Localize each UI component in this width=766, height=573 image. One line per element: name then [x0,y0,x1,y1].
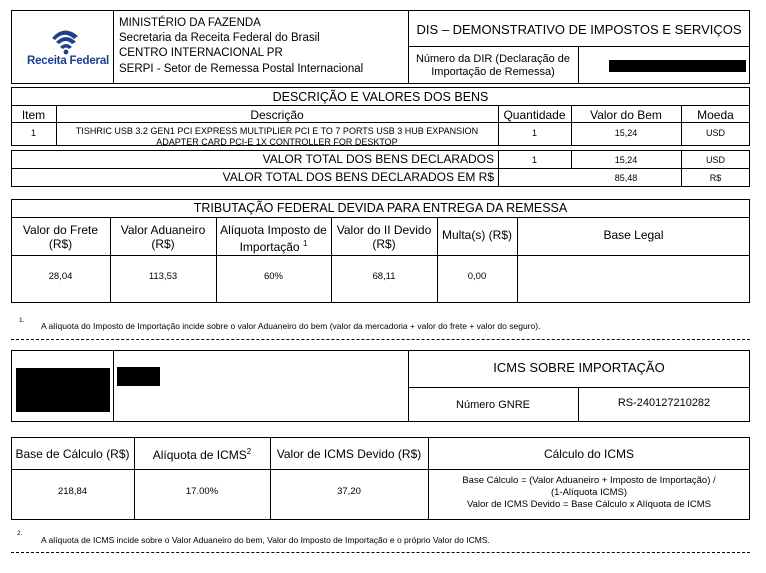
col-icms-calc: Cálculo do ICMS [543,447,635,461]
logo-text: Receita Federal [27,55,110,67]
col-icms-rate [134,447,270,462]
redacted-header-text [117,367,160,386]
col-quantity: Quantidade [503,108,566,122]
col-import-rate [216,223,331,254]
total-currency: USD [705,155,725,165]
dir-label [408,53,578,79]
divider [11,339,750,340]
col-icms-rate-label: Alíquota de ICMS [152,448,247,462]
freight-value: 28,04 [48,271,73,282]
row-item: 1 [30,128,36,138]
table-row [11,123,750,145]
row-value: 15,24 [614,128,638,138]
divider [11,552,750,553]
icms-base-value: 218,84 [57,486,88,497]
col-legal-basis: Base Legal [603,228,664,242]
org-line-secretariat: Secretaria da Receita Federal do Brasil [119,32,320,44]
footnote-2-number: 2. [17,530,23,537]
col-icms-due: Valor de ICMS Devido (R$) [276,447,422,461]
org-line-sector: SERPI - Setor de Remessa Postal Internacional [119,63,364,75]
goods-title: DESCRIÇÃO E VALORES DOS BENS [272,90,489,104]
total-value: 15,24 [614,155,638,165]
icms-calc-line-2: (1-Alíquota ICMS) [550,487,628,498]
col-rate-line-2: Importação [239,240,300,254]
col-fines: Multa(s) (R$) [441,228,512,242]
total-quantity: 1 [531,155,537,165]
icms-rate-value: 17.00% [185,486,219,497]
org-line-ministry: MINISTÉRIO DA FAZENDA [119,17,261,29]
row-currency: USD [705,128,725,138]
total-brl-label: VALOR TOTAL DOS BENS DECLARADOS EM R$ [222,170,494,184]
col-customs-line-1: Valor Aduaneiro [120,223,206,237]
icms-due-value: 37,20 [337,486,361,497]
row-description-line-1: TISHRIC USB 3.2 GEN1 PCI EXPRESS MULTIPLIER PCI E TO 7 PORTS USB 3 HUB EXPANSION [75,126,479,136]
document-title: DIS – DEMONSTRATIVO DE IMPOSTOS E SERVIÇOS [416,22,742,37]
col-rate-line-1: Alíquota Imposto de [220,223,327,237]
col-ii-line-1: Valor do II Devido [336,223,432,237]
col-item: Item [21,108,46,122]
total-brl-value: 85,48 [614,173,638,183]
icms-calc-text [428,475,750,511]
col-ii-line-2: (R$) [372,237,396,251]
footnote-2-text: A alíquota de ICMS incide sobre o Valor Aduaneiro do bem, Valor do Imposto de Importação e o próprio Valor do ICMS. [41,535,490,545]
footnote-1-number: 1. [19,317,25,324]
col-freight-line-1: Valor do Frete [22,223,99,237]
gnre-label: Número GNRE [456,399,530,411]
dir-label-line-1: Número da DIR (Declaração de [415,53,571,65]
icms-calc-line-1: Base Cálculo = (Valor Aduaneiro + Imposto de Importação) / [462,475,716,486]
col-ii-due [331,223,437,251]
col-value: Valor do Bem [590,108,662,122]
footnote-1-text: A alíquota do Imposto de Importação incide sobre o valor Aduaneiro do bem (valor da mercadoria + valor do frete + valor do seguro). [41,321,541,331]
gnre-number: RS-240127210282 [617,397,711,409]
fines-value: 0,00 [467,271,487,282]
col-icms-base: Base de Cálculo (R$) [15,447,130,461]
col-currency: Moeda [697,108,734,122]
col-customs-value [110,223,216,251]
federal-title: TRIBUTAÇÃO FEDERAL DEVIDA PARA ENTREGA DA REMESSA [193,201,568,215]
row-description-line-2: ADAPTER CARD PCI-E 1X CONTROLLER FOR DESKTOP [156,137,398,145]
icms-calc-line-3: Valor de ICMS Devido = Base Cálculo x Alíquota de ICMS [466,499,712,510]
import-rate-value: 60% [263,271,283,282]
ii-due-value: 68,11 [372,271,396,282]
total-label: VALOR TOTAL DOS BENS DECLARADOS [262,152,494,166]
dir-label-line-2: Importação de Remessa) [431,66,555,78]
total-brl-currency: R$ [709,173,722,183]
redacted-logo [16,368,110,412]
row-quantity: 1 [531,128,537,138]
col-icms-rate-footnote-mark: 2 [246,447,252,456]
customs-value: 113,53 [148,271,178,282]
col-freight-line-2: (R$) [48,237,73,251]
dir-number-redacted [609,60,746,72]
icms-title: ICMS SOBRE IMPORTAÇÃO [493,360,665,375]
col-rate-footnote-mark: 1 [302,239,308,248]
col-customs-line-2: (R$) [151,237,175,251]
receita-federal-logo-icon [30,22,100,56]
col-freight [11,223,110,251]
org-line-center: CENTRO INTERNACIONAL PR [119,47,283,59]
receita-federal-logo [27,22,110,72]
col-description: Descrição [250,108,304,122]
